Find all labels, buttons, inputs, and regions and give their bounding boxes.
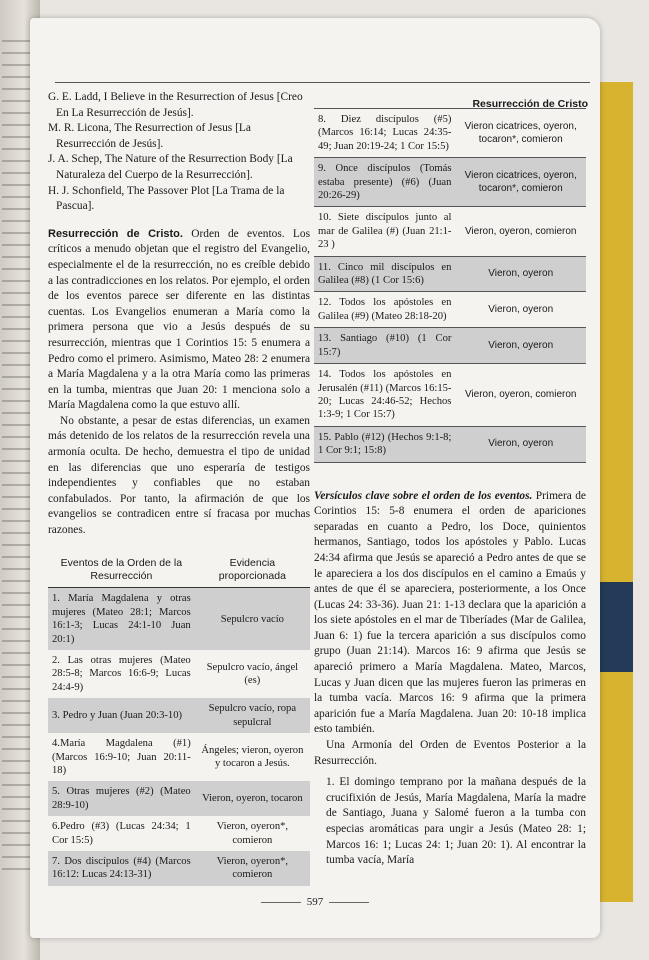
table-row (314, 364, 586, 427)
entry-heading: Resurrección de Cristo. (48, 227, 183, 240)
event-cell: 12. Todos los apóstoles en Galilea (#9) (Mateo 28:18-20) (314, 292, 455, 328)
event-cell: 13. Santiago (#10) (1 Cor 15:7) (314, 328, 455, 364)
book-cover-stripe (599, 582, 633, 672)
reference-item: G. E. Ladd, I Believe in the Resurrection of Jesus [Creo En La Resurrección de Jesús]. (48, 91, 303, 119)
table-header-events: Eventos de la Orden de la Resurrección (48, 553, 195, 588)
book-edge (596, 82, 633, 902)
previous-page-text (2, 40, 32, 880)
event-cell: 8. Diez discípulos (#5) (Marcos 16:14; Lucas 24:35-49; Juan 20:19-24; 1 Cor 15:5) (314, 109, 455, 158)
evidence-cell: Sepulcro vacío, ropa sepulcral (208, 703, 297, 728)
evidence-cell: Ángeles; vieron, oyeron y tocaron a Jesús. (201, 744, 304, 770)
event-cell: 5. Otras mujeres (#2) (Mateo 28:9-10) (52, 786, 191, 811)
event-cell: 2. Las otras mujeres (Mateo 28:5-8; Marcos 16:6-9; Lucas 24:4-9) (52, 655, 191, 693)
event-cell: 10. Siete discípulos junto al mar de Galilea (#) (Juan 21:1-23 ) (314, 207, 455, 256)
evidence-cell: Vieron, oyeron*, comieron (216, 821, 289, 846)
table-row (48, 698, 310, 733)
evidence-cell: Vieron, oyeron, comieron (455, 207, 586, 256)
table-row (48, 588, 310, 650)
key-verses-paragraph (314, 489, 586, 739)
evidence-cell: Vieron, oyeron*, comieron (216, 855, 289, 881)
page-number: 597 (306, 896, 324, 908)
events-table-left (48, 553, 310, 886)
event-cell: 4.María Magdalena (#1) (Marcos 16:9-10; Juan 20:11-18) (52, 738, 191, 776)
table-row (314, 207, 586, 256)
table-row (314, 328, 586, 364)
event-cell: 15. Pablo (#12) (Hechos 9:1-8; 1 Cor 9:1; 15:8) (314, 426, 455, 462)
running-head: Resurrección de Cristo (472, 98, 588, 110)
header-rule (55, 82, 590, 83)
entry-paragraph-1 (48, 227, 310, 414)
harmony-title: Una Armonía del Orden de Eventos Posterior a la Resurrección. (314, 739, 586, 767)
event-cell: 11. Cinco mil discípulos en Galilea (#8) (1 Cor 15:6) (314, 256, 455, 292)
evidence-cell: Vieron, oyeron, tocaron (202, 793, 303, 805)
entry-text: Orden de eventos. Los críticos a menudo objetan que el registro del Evangelio, especialmente el de la resurrección, no es creíble debido a las contradicciones en los relatos. Por ejemplo, el orden de los eventos parece ser diferente en las distintas cuentas. Los Evangelios enumeran a María como la primera persona que vio a Jesús después de su resurrección, mientras que 1 Corintios 15: 5 enumera a Pedro como el primero. Asimismo, Mateo 28: 2 enumera a María Magdalena y a la otra María como las primeras en la tumba, mientras que Juan 20: 1 menciona solo a María Magdalena como la que estuvo allí. (48, 227, 310, 412)
harmony-item-1: 1. El domingo temprano por la mañana después de la crucifixión de Jesús, María Magdalena, María la madre de Santiago, Juana y Salomé fueron a la tumba con especias aromáticas para ungir a Jesús (Mateo 28: 1; Marcos 16: 1; Lucas 24: 1; Juan 20: 1). Al encontrar la tumba vacía, María (326, 776, 586, 867)
table-row (314, 109, 586, 158)
evidence-cell: Vieron, oyeron, comieron (455, 364, 586, 427)
evidence-cell: Vieron, oyeron (455, 426, 586, 462)
event-cell: 1. María Magdalena y otras mujeres (Mateo 28:1; Marcos 16:1-3; Lucas 24:1-10 Juan 20:1) (52, 593, 191, 645)
right-column (314, 108, 586, 869)
table-row (48, 816, 310, 851)
table-row (314, 292, 586, 328)
events-table-right (314, 108, 586, 463)
table-header-row (48, 553, 310, 588)
table-header-evidence: Evidencia proporcionada (195, 553, 310, 588)
evidence-cell: Vieron, oyeron (455, 292, 586, 328)
evidence-cell: Sepulcro vacío (220, 613, 284, 625)
evidence-cell: Vieron cicatrices, oyeron, tocaron*, comieron (455, 158, 586, 207)
page-number-footer (30, 896, 600, 908)
event-cell: 14. Todos los apóstoles en Jerusalén (#11) (Marcos 16:15-20; Lucas 24:46-52; Hechos 1:3-9; 1 Cor 15:7) (314, 364, 455, 427)
table-row (48, 781, 310, 816)
table-row (314, 426, 586, 462)
event-cell: 9. Once discípulos (Tomás estaba presente) (#6) (Juan 20:26-29) (314, 158, 455, 207)
event-cell: 7. Dos discípulos (#4) (Marcos 16:12: Lucas 24:13-31) (52, 855, 191, 881)
key-verses-text: Primera de Corintios 15: 5-8 enumera el orden de apariciones separadas en cuanto a Pedro, los Doce, quinientos hermanos, Santiago, todos los apóstoles y Pablo. Lucas 24:34 afirma que Jesús se apareció a Pedro antes de que se le apareciera a los dos discípulos en el camino a Emaús y antes de que él se apareciera, posteriormente, a los Once (Lucas 24: 33-36). Juan 21: 1-13 declara que la aparición a los siete apóstoles en el mar de Tiberíades (Mar de Galilea, Juan 6: 1) fue la tercera aparición a sus discípulos como grupo (Juan 21:14). Marcos 16: 9 afirma que Jesús se apareció primero a María Magdalena. Mateo, Marcos, Lucas y Juan dicen que las mujeres fueron las primeras en la tumba vacía. Marcos 16: 9 afirma que la primera aparición fue a María Magdalena. Juan 20: 10-18 implica esto también. (314, 489, 586, 736)
table-row (314, 158, 586, 207)
event-cell: 6.Pedro (#3) (Lucas 24:34; 1 Cor 15:5) (52, 821, 191, 846)
key-verses-heading: Versículos clave sobre el orden de los eventos. (314, 489, 533, 502)
book-page (30, 18, 600, 938)
reference-item: H. J. Schonfield, The Passover Plot [La Trama de la Pascua]. (48, 184, 285, 213)
table-row (48, 733, 310, 781)
entry-paragraph-2: No obstante, a pesar de estas diferencias, un examen más detenido de los relatos de la resurrección revela una armonía oculta. De hecho, demuestra el tipo de unidad en las diferencias que uno esperaría de testigos independientes y confiables que no estaban confabulados. Por tanto, la afirmación de que los evangelios se contradicen entre sí fracasa por muchas razones. (48, 414, 310, 537)
table-row (48, 851, 310, 886)
folio-rule-left (261, 902, 301, 903)
event-cell: 3. Pedro y Juan (Juan 20:3-10) (52, 709, 183, 721)
reference-item: M. R. Licona, The Resurrection of Jesus [La Resurrección de Jesús]. (48, 122, 251, 150)
table-row (314, 256, 586, 292)
reference-item: J. A. Schep, The Nature of the Resurrection Body [La Naturaleza del Cuerpo de la Resurrección]. (48, 153, 293, 181)
evidence-cell: Vieron, oyeron (455, 328, 586, 364)
reference-list (48, 90, 310, 215)
left-column (48, 90, 310, 886)
evidence-cell: Sepulcro vacío, ángel (es) (206, 661, 299, 687)
evidence-cell: Vieron, oyeron (455, 256, 586, 292)
table-row (48, 650, 310, 698)
folio-rule-right (329, 902, 369, 903)
evidence-cell: Vieron cicatrices, oyeron, tocaron*, comieron (455, 109, 586, 158)
